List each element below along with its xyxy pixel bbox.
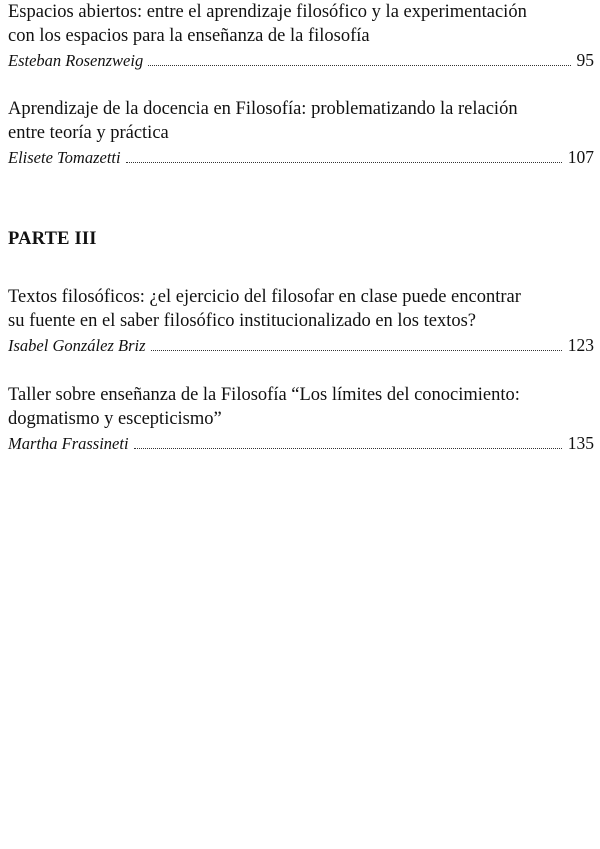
toc-entry xyxy=(8,97,594,170)
toc-entry-title-line: con los espacios para la enseñanza de la filosofía xyxy=(8,26,370,46)
toc-entry-page-number: 135 xyxy=(567,433,594,453)
dot-leader xyxy=(134,448,562,449)
toc-entry-author: Esteban Rosenzweig xyxy=(8,51,144,70)
toc-entry-title-line: Textos filosóficos: ¿el ejercicio del filosofar en clase puede encontrar xyxy=(8,287,521,307)
toc-entry-title-line: Aprendizaje de la docencia en Filosofía: problematizando la relación xyxy=(8,99,518,119)
toc-entry-author-line xyxy=(8,431,594,456)
toc-entry-title-line: dogmatismo y escepticismo” xyxy=(8,409,222,429)
toc-entry-author-line xyxy=(8,145,594,170)
dot-leader xyxy=(148,65,570,66)
toc-entry-title-line: entre teoría y práctica xyxy=(8,123,169,143)
toc-entry xyxy=(8,285,594,358)
dot-leader xyxy=(151,350,562,351)
toc-entry-page-number: 123 xyxy=(567,335,594,355)
toc-entry xyxy=(8,383,594,456)
toc-entry-author: Isabel González Briz xyxy=(8,336,146,355)
toc-entry-title-line: Espacios abiertos: entre el aprendizaje filosófico y la experimentación xyxy=(8,2,527,22)
dot-leader xyxy=(126,162,562,163)
toc-entry-author-line xyxy=(8,48,594,73)
toc-entry-title-line: su fuente en el saber filosófico institucionalizado en los textos? xyxy=(8,311,477,331)
toc-entry-author: Martha Frassineti xyxy=(8,434,129,453)
toc-entry-author: Elisete Tomazetti xyxy=(8,148,121,167)
toc-entry xyxy=(8,0,594,73)
section-heading: PARTE III xyxy=(8,229,97,249)
toc-entry-title-line: Taller sobre enseñanza de la Filosofía “Los límites del conocimiento: xyxy=(8,385,520,405)
toc-entry-page-number: 95 xyxy=(576,50,594,70)
toc-entry-author-line xyxy=(8,333,594,358)
toc-entry-page-number: 107 xyxy=(567,147,594,167)
